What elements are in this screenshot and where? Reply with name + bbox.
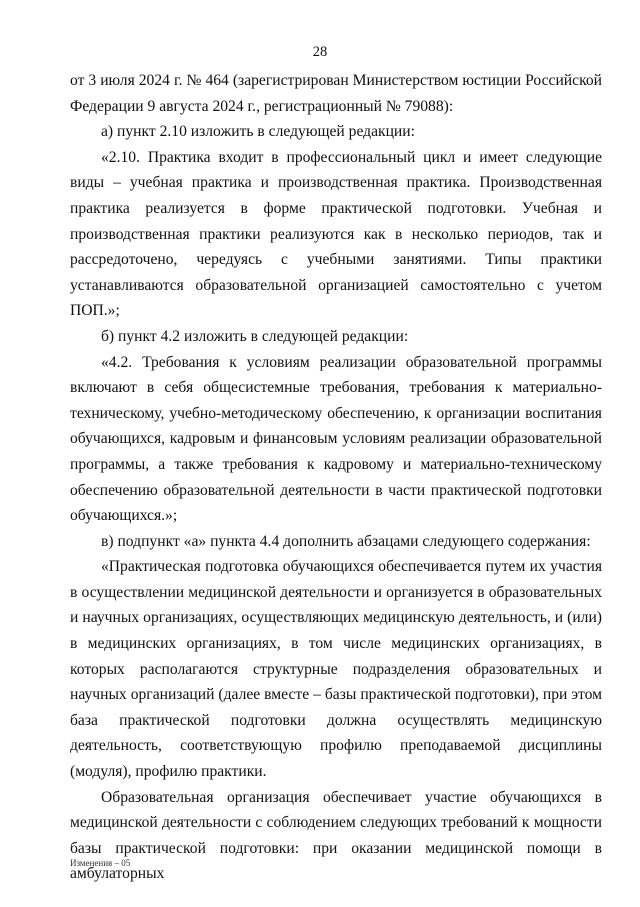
paragraph-clause-2-10: «2.10. Практика входит в профессиональный цикл и имеет следующие виды – учебная практика и производственная практика. Производственная практика реализуется в форме практической подготовки. Учебная и производственная практики реализуются как в несколько периодов, так и рассредоточено, чередуясь с учебными занятиями. Типы практики устанавливаются образовательной организацией самостоятельно с учетом ПОП.»;	[70, 148, 602, 320]
document-body	[70, 68, 602, 887]
paragraph-item-a: а) пункт 2.10 изложить в следующей редакции:	[101, 123, 415, 141]
paragraph-item-v: в) подпункт «а» пункта 4.4 дополнить абзацами следующего содержания:	[101, 532, 591, 550]
paragraph-intro-continuation: от 3 июля 2024 г. № 464 (зарегистрирован Министерством юстиции Российской Федерации 9 августа 2024 г., регистрационный № 79088):	[70, 72, 602, 115]
paragraph-clause-4-2: «4.2. Требования к условиям реализации образовательной программы включают в себя общесистемные требования, требования к материально-техническому, учебно-методическому обеспечению, к организации воспитания обучающихся, кадровым и финансовым условиям реализации образовательной программы, а также требования к кадровому и материально-техническому обеспечению образовательной деятельности в части практической подготовки обучающихся.»;	[70, 353, 602, 525]
footer-note: Изменения – 05	[70, 858, 131, 868]
paragraph-item-b: б) пункт 4.2 изложить в следующей редакции:	[101, 327, 409, 345]
paragraph-educational-organization: Образовательная организация обеспечивает участие обучающихся в медицинской деятельности с соблюдением следующих требований к мощности базы практической подготовки: при оказании медицинской помощи в амбулаторных	[70, 788, 602, 883]
page-number: 28	[312, 44, 328, 60]
paragraph-practical-training: «Практическая подготовка обучающихся обеспечивается путем их участия в осуществлении медицинской деятельности и организуется в образовательных и научных организациях, осуществляющих медицинскую деятельность, и (или) в медицинских организациях, в том числе медицинских организациях, в которых располагаются структурные подразделения образовательных и научных организаций (далее вместе – базы практической подготовки), при этом база практической подготовки должна осуществлять медицинскую деятельность, соответствующую профилю преподаваемой дисциплины (модуля), профилю практики.	[70, 558, 602, 781]
